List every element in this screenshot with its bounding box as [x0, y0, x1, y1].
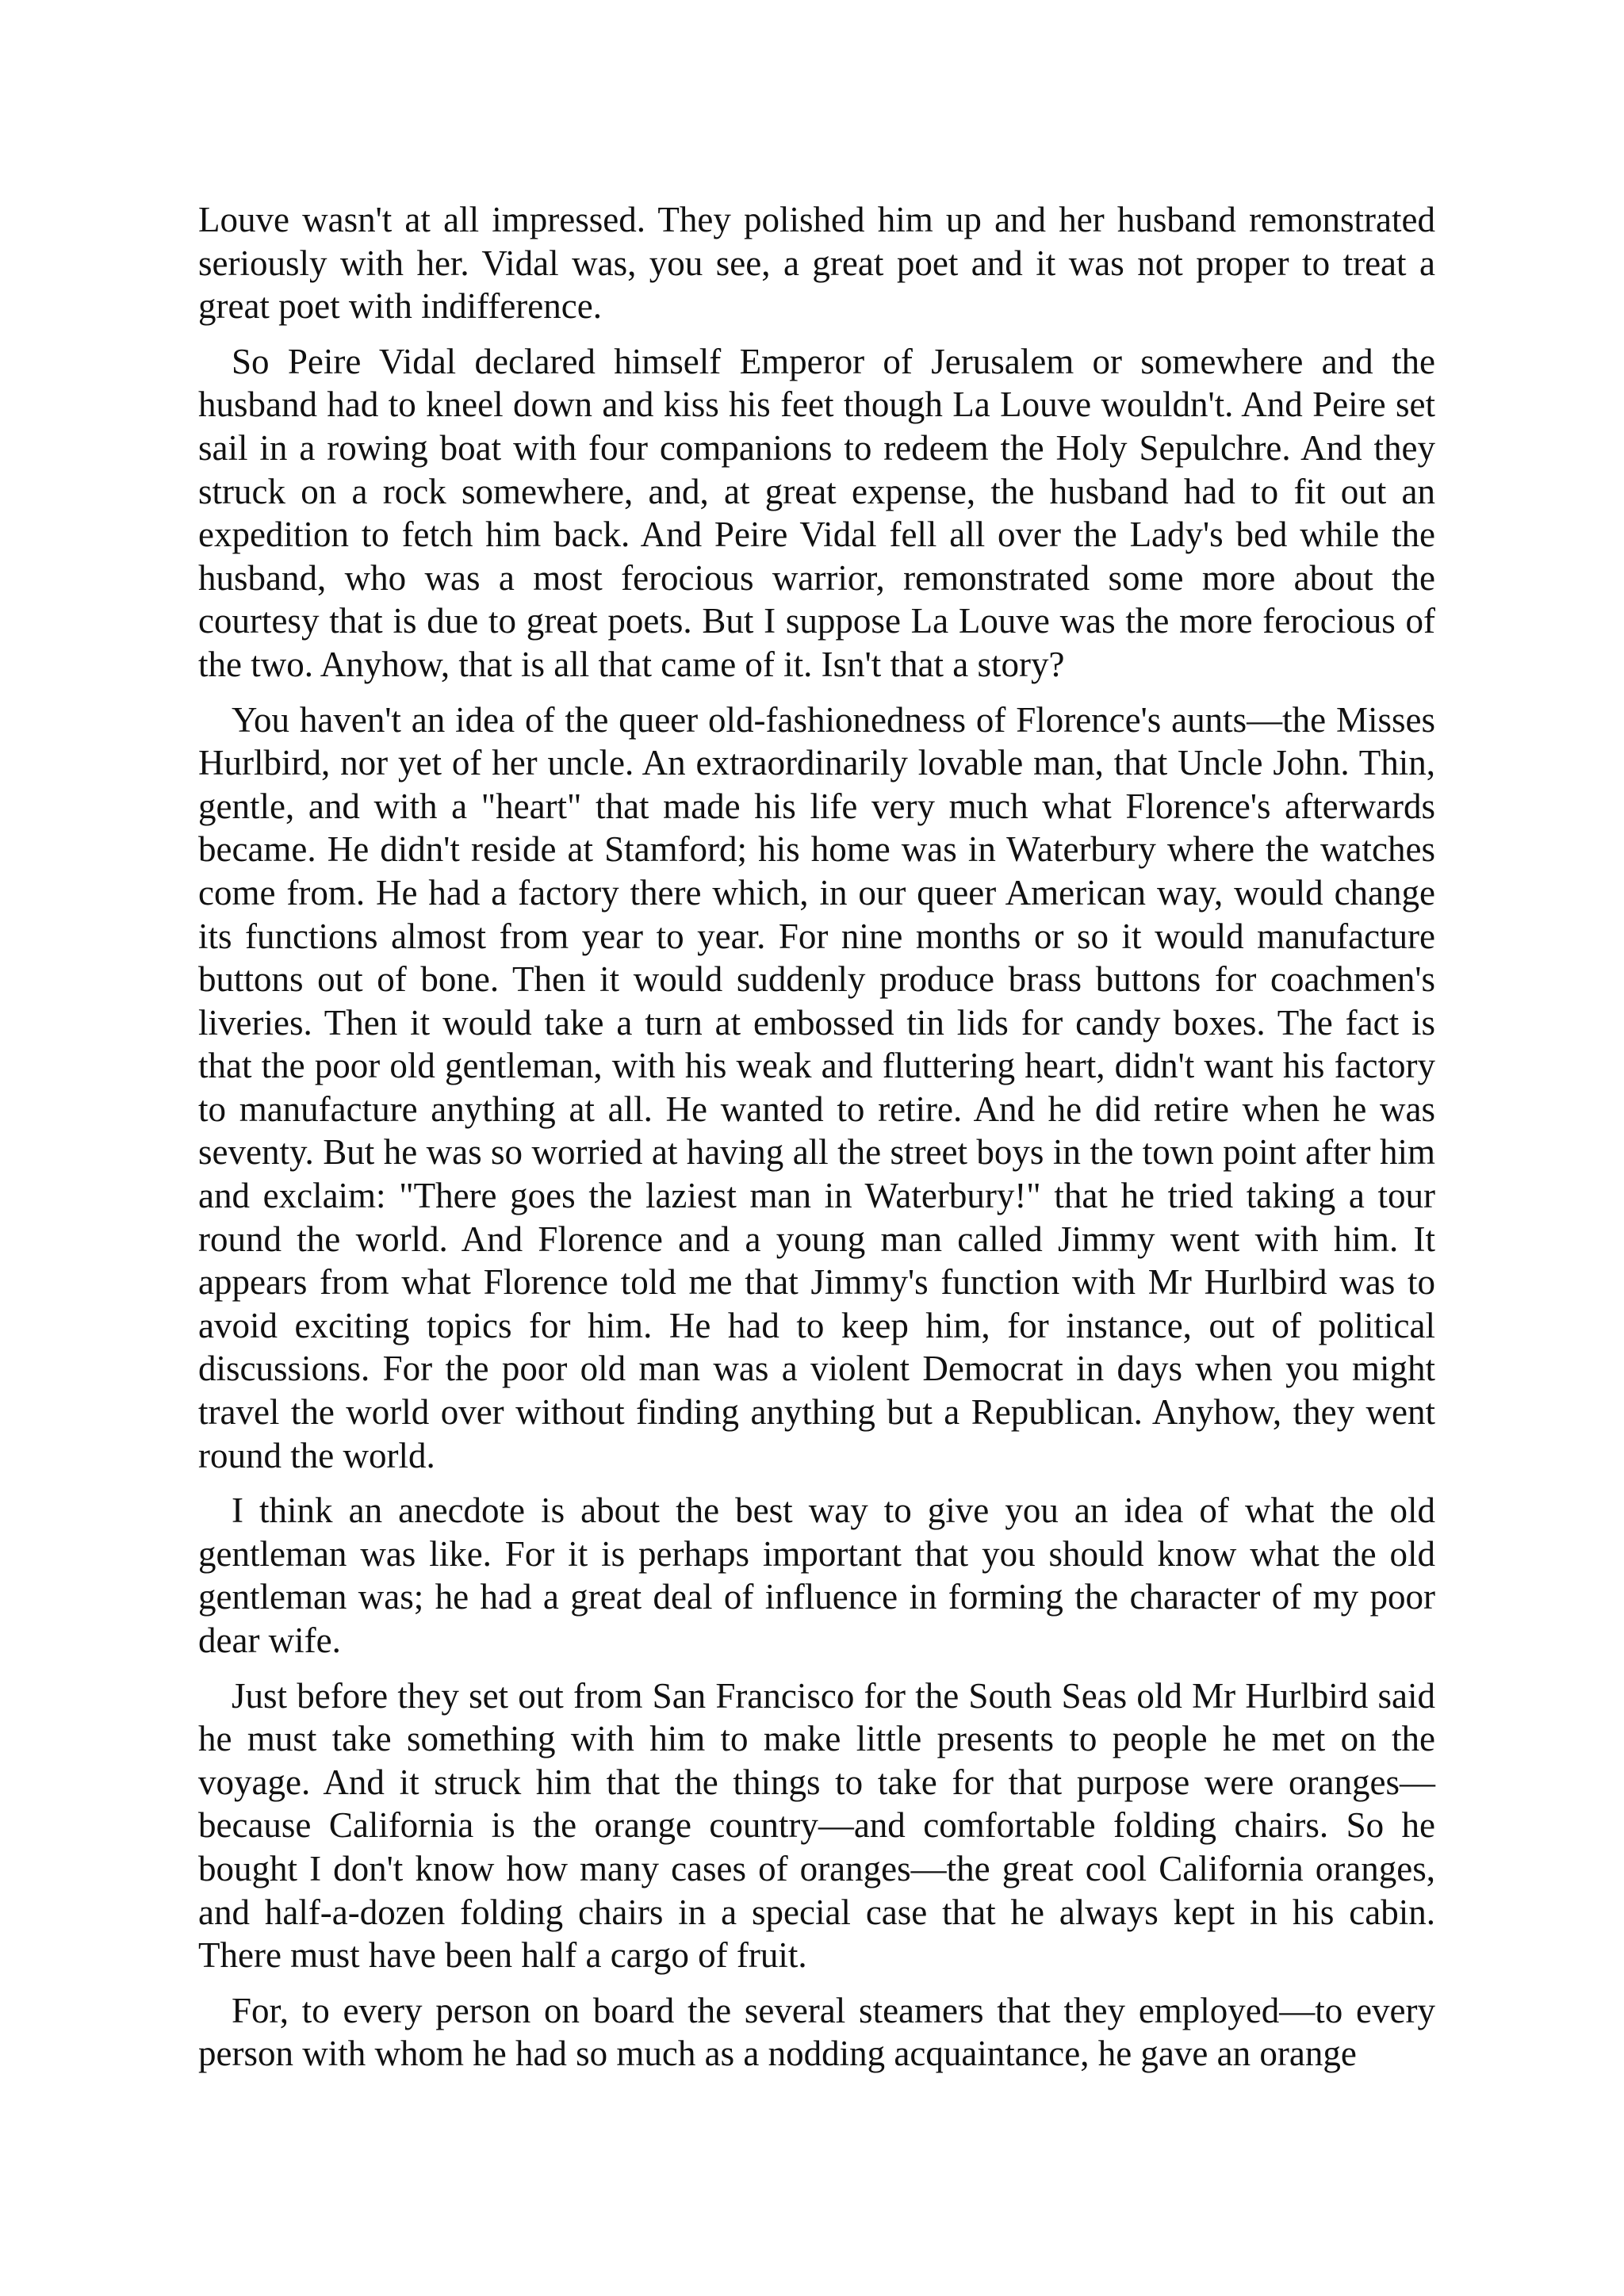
- paragraph-2: So Peire Vidal declared himself Emperor of Jerusalem or somewhere and the husband had to kneel down and kiss his feet though La Louve wouldn't. And Peire set sail in a rowing boat with four companions to redeem the Holy Sepulchre. And they struck on a rock somewhere, and, at great expense, the husband had to fit out an expedition to fetch him back. And Peire Vidal fell all over the Lady's bed while the husband, who was a most ferocious warrior, remonstrated some more about the courtesy that is due to great poets. But I suppose La Louve was the more ferocious of the two. Anyhow, that is all that came of it. Isn't that a story?: [198, 341, 1435, 684]
- paragraph-4: I think an anecdote is about the best way to give you an idea of what the old gentleman was like. For it is perhaps important that you should know what the old gentleman was; he had a great deal of influence in forming the character of my poor dear wife.: [198, 1490, 1435, 1660]
- paragraph-1: Louve wasn't at all impressed. They polished him up and her husband remonstrated seriously with her. Vidal was, you see, a great poet and it was not proper to treat a great poet with indifference.: [198, 200, 1435, 327]
- paragraph-6: For, to every person on board the several steamers that they employed—to every person with whom he had so much as a nodding acquaintance, he gave an orange: [198, 1990, 1435, 2074]
- page-body: [198, 198, 1435, 2087]
- paragraph-3: You haven't an idea of the queer old-fashionedness of Florence's aunts—the Misses Hurlbird, nor yet of her uncle. An extraordinarily lovable man, that Uncle John. Thin, gentle, and with a "heart" that made his life very much what Florence's afterwards became. He didn't reside at Stamford; his home was in Waterbury where the watches come from. He had a factory there which, in our queer American way, would change its functions almost from year to year. For nine months or so it would manufacture buttons out of bone. Then it would suddenly produce brass buttons for coachmen's liveries. Then it would take a turn at embossed tin lids for candy boxes. The fact is that the poor old gentleman, with his weak and fluttering heart, didn't want his factory to manufacture anything at all. He wanted to retire. And he did retire when he was seventy. But he was so worried at having all the street boys in the town point after him and exclaim: "There goes the laziest man in Waterbury!" that he tried taking a tour round the world. And Florence and a young man called Jimmy went with him. It appears from what Florence told me that Jimmy's function with Mr Hurlbird was to avoid exciting topics for him. He had to keep him, for instance, out of political discussions. For the poor old man was a violent Democrat in days when you might travel the world over without finding anything but a Republican. Anyhow, they went round the world.: [198, 699, 1435, 1475]
- paragraph-5: Just before they set out from San Francisco for the South Seas old Mr Hurlbird said he must take something with him to make little presents to people he met on the voyage. And it struck him that the things to take for that purpose were oranges—because California is the orange country—and comfortable folding chairs. So he bought I don't know how many cases of oranges—the great cool California oranges, and half-a-dozen folding chairs in a special case that he always kept in his cabin. There must have been half a cargo of fruit.: [198, 1675, 1435, 1976]
